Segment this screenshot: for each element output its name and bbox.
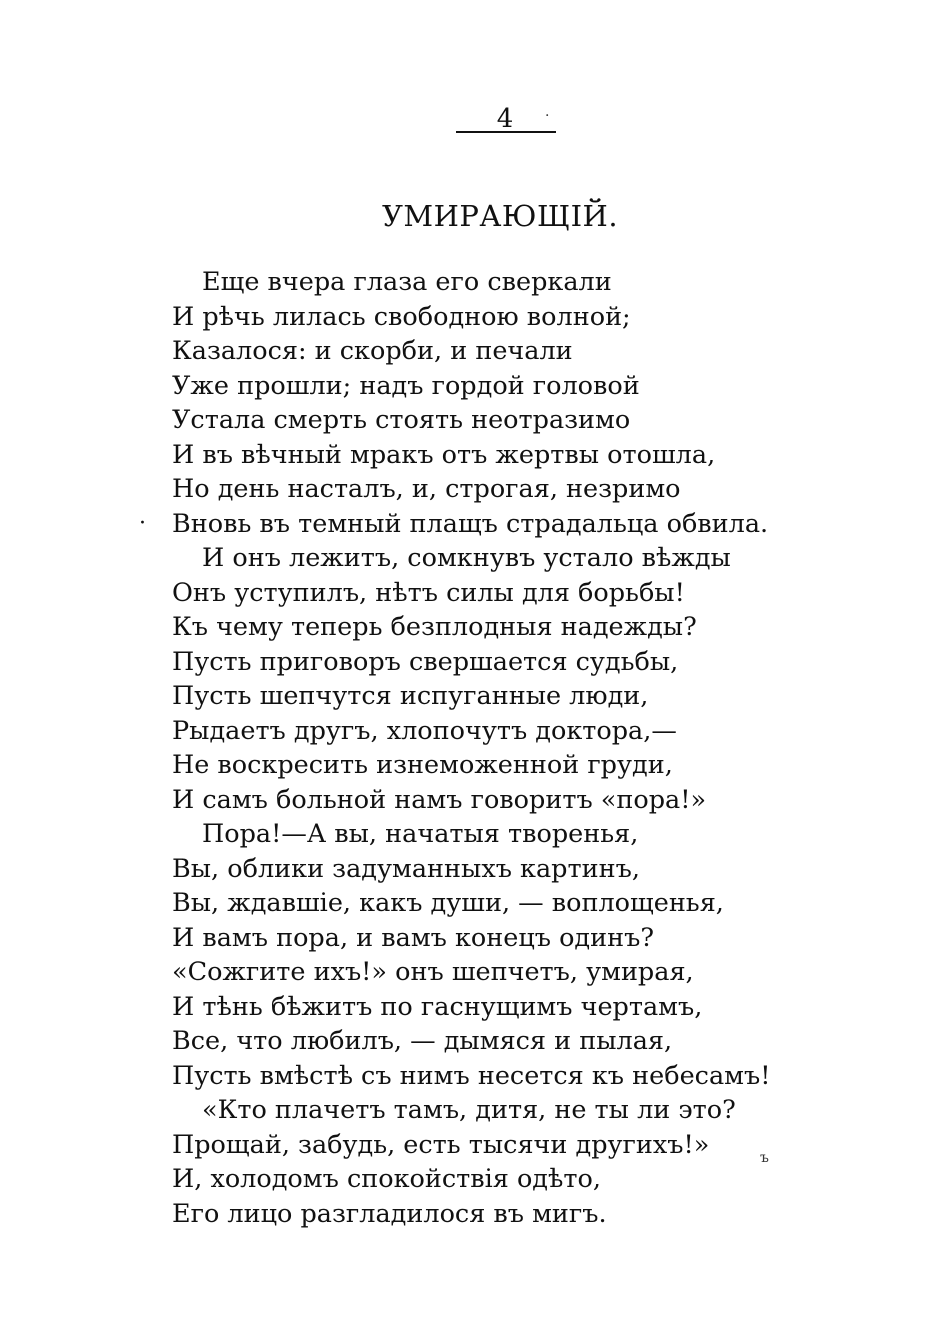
poem-title: УМИРАЮЩІЙ. <box>381 199 619 233</box>
poem-line: И тѣнь бѣжитъ по гаснущимъ чертамъ, <box>172 991 703 1022</box>
poem-line: Пора!—А вы, начатыя творенья, <box>202 819 639 849</box>
poem-line: «Сожгите ихъ!» онъ шепчетъ, умирая, <box>172 957 694 987</box>
poem-line: Но день насталъ, и, строгая, незримо <box>172 474 681 504</box>
poem-line: Рыдаетъ другъ, хлопочутъ доктора,— <box>172 715 677 746</box>
poem-line: Къ чему теперь безплодныя надежды? <box>172 612 697 642</box>
poem-line: Не воскресить изнеможенной груди, <box>172 750 673 780</box>
poem-line: «Кто плачетъ тамъ, дитя, не ты ли это? <box>202 1095 736 1125</box>
page-number: 4 <box>496 104 514 134</box>
poem-line: Вы, облики задуманныхъ картинъ, <box>172 853 640 884</box>
poem-line: И самъ больной намъ говоритъ «пора!» <box>172 784 707 815</box>
poem-line: Казалося: и скорби, и печали <box>172 336 573 366</box>
poem-line: Пусть шепчутся испуганные люди, <box>172 681 649 711</box>
poem-line: И, холодомъ спокойствія одѣто, <box>172 1164 601 1194</box>
print-speck: ъ <box>760 1150 769 1166</box>
poem-line: Прощай, забудь, есть тысячи другихъ!» <box>172 1129 710 1160</box>
poem-line: И вамъ пора, и вамъ конецъ одинъ? <box>172 922 655 953</box>
poem-line: И рѣчь лилась свободною волной; <box>172 301 631 332</box>
poem-line: Еще вчера глаза его сверкали <box>202 267 612 297</box>
poem-line-marked <box>139 507 792 542</box>
page-number-rule <box>456 131 556 133</box>
poem-line: И онъ лежитъ, сомкнувъ устало вѣжды <box>202 543 731 573</box>
poem-line-text: Вновь въ темный плащъ страдальца обвила. <box>172 508 769 539</box>
margin-dot: · <box>139 510 146 536</box>
poem-line: Уже прошли; надъ гордой головой <box>172 370 640 401</box>
poem-line: Пусть вмѣстѣ съ нимъ несется къ небесамъ! <box>172 1060 771 1091</box>
poem-line: Устала смерть стоять неотразимо <box>172 405 631 435</box>
print-speck: · <box>545 108 550 124</box>
poem-line: Все, что любилъ, — дымяся и пылая, <box>172 1026 673 1056</box>
poem-line: Пусть приговоръ свершается судьбы, <box>172 646 679 677</box>
poem-line: Онъ уступилъ, нѣтъ силы для борьбы! <box>172 577 685 608</box>
poem-body <box>139 265 792 1231</box>
poem-line: Вы, ждавшіе, какъ души, — воплощенья, <box>172 888 724 918</box>
poem-line: И въ вѣчный мракъ отъ жертвы отошла, <box>172 439 716 470</box>
poem-line: Его лицо разгладилося въ мигъ. <box>172 1198 607 1229</box>
